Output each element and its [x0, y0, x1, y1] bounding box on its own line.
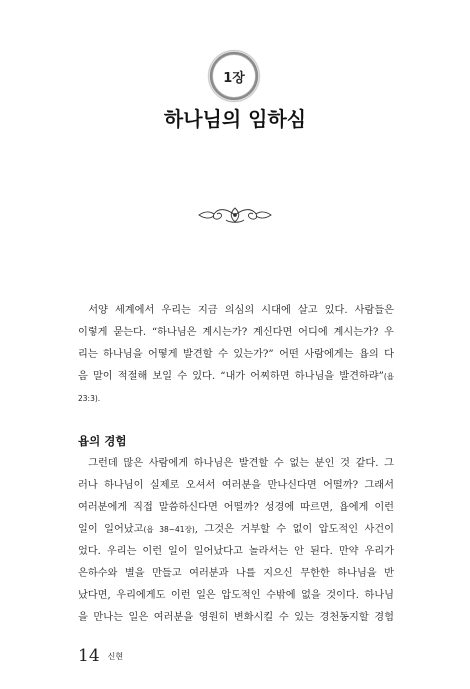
- paragraph-line: 리는 하나님을 어떻게 발견할 수 있는가?” 어떤 사람에게는 욥의 다: [78, 349, 394, 360]
- paragraph-line: 러나 하나님이 실제로 오셔서 여러분을 만나신다면 어떨까? 그래서: [78, 480, 394, 491]
- paragraph-line: [78, 388, 394, 410]
- paragraph-line-text: 일이 일어났고: [78, 524, 144, 535]
- section-heading: 욥의 경험: [78, 434, 127, 448]
- book-title: 신현: [107, 652, 124, 661]
- paragraph-line: [78, 300, 394, 322]
- paragraph-line: [78, 519, 394, 541]
- ornament-flourish-icon: [196, 204, 274, 226]
- page-number: 14: [78, 646, 100, 666]
- paragraph-line: 을 만나는 일은 여러분을 영원히 변화시킬 수 있는 경천동지할 경험: [78, 612, 394, 623]
- paragraph-line: 었다. 우리는 이런 일이 일어났다고 놀라서는 안 된다. 만약 우리가: [78, 546, 394, 557]
- chapter-badge: [205, 47, 263, 105]
- paragraph-line: [78, 453, 394, 475]
- intro-paragraph: [78, 300, 394, 410]
- scripture-reference: 23:3).: [78, 394, 101, 403]
- paragraph-line-text: 음 말이 적절해 보일 수 있다. “내가 어찌하면 하나님을 발견하랴”: [78, 371, 384, 382]
- scripture-reference: (욥: [383, 372, 394, 381]
- chapter-label: 1장: [223, 70, 245, 86]
- paragraph-line-text: 그런데 많은 사람에게 하나님은 발견할 수 없는 분인 것 같다. 그: [88, 458, 394, 469]
- paragraph-line: 이렇게 묻는다. “하나님은 계시는가? 계신다면 어디에 계시는가? 우: [78, 327, 394, 338]
- paragraph-line-text: 서양 세계에서 우리는 지금 의심의 시대에 살고 있다. 사람들은: [88, 305, 394, 316]
- scripture-reference: (욥 38~41장): [143, 525, 195, 534]
- chapter-title: 하나님의 임하심: [163, 107, 307, 131]
- paragraph-line: [78, 366, 394, 388]
- paragraph-line: 은하수와 별을 만들고 여러분과 나를 지으신 무한한 하나님을 반: [78, 568, 394, 579]
- paragraph-line-text: , 그것은 거부할 수 없이 압도적인 사건이: [194, 524, 394, 535]
- paragraph-line: 났다면, 우리에게도 이런 일은 압도적인 수밖에 없을 것이다. 하나님: [78, 590, 394, 601]
- page-footer: [78, 646, 123, 666]
- section-paragraph: [78, 453, 394, 629]
- paragraph-line: 여러분에게 직접 말씀하신다면 어떨까? 성경에 따르면, 욥에게 이런: [78, 502, 394, 513]
